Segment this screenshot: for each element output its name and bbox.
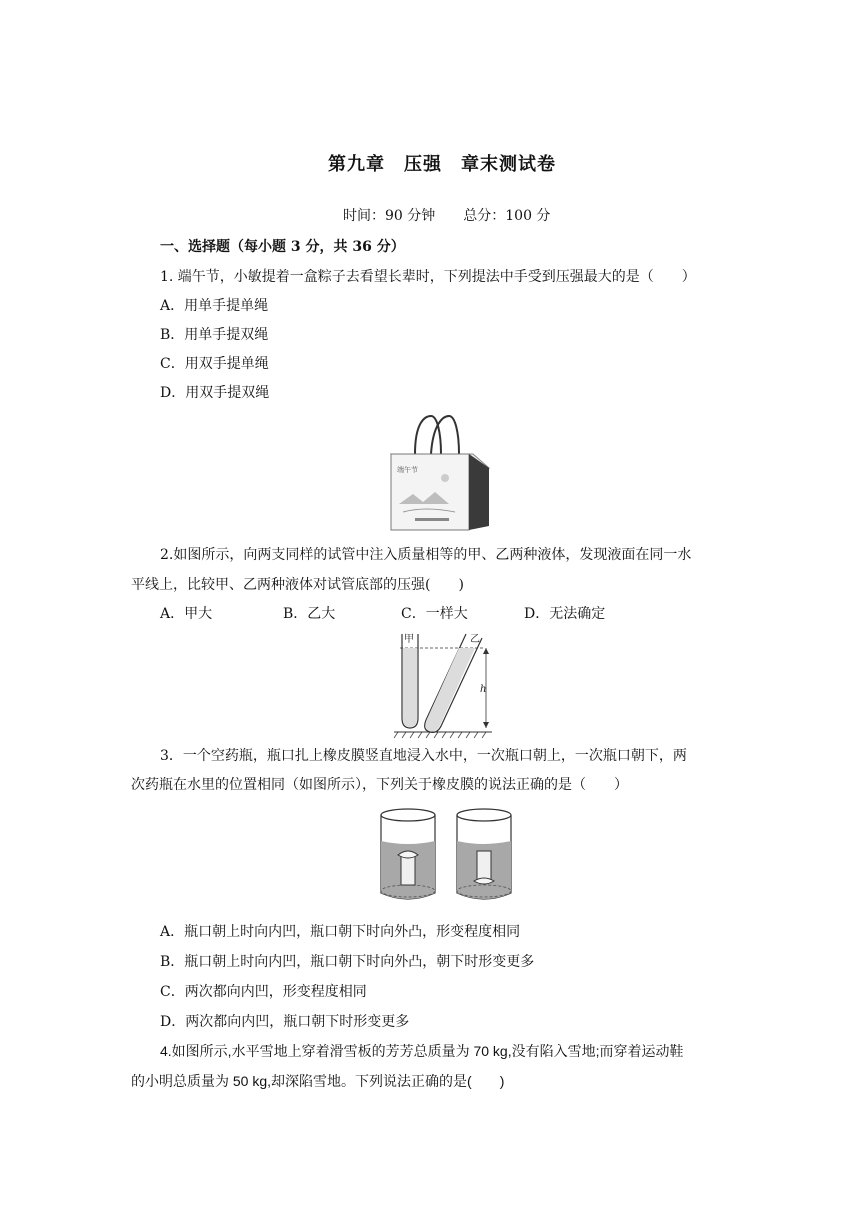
- q3-stem-line1: 3．一个空药瓶，瓶口扎上橡皮膜竖直地浸入水中，一次瓶口朝上，一次瓶口朝下，两: [160, 748, 687, 764]
- beaker-mouth-down: [457, 809, 511, 899]
- q2-stem-line1: 2.如图所示，向两支同样的试管中注入质量相等的甲、乙两种液体，发现液面在同一水: [160, 547, 692, 563]
- q4-stem-line2: 的小明总质量为 50 kg,却深陷雪地。下列说法正确的是( ): [131, 1073, 505, 1089]
- q3-stem-line2: 次药瓶在水里的位置相同（如图所示），下列关于橡皮膜的说法正确的是（ ）: [131, 777, 628, 793]
- q1-option-a: A．用单手提单绳: [160, 298, 269, 314]
- section-heading: 一、选择题（每小题 3 分，共 36 分）: [160, 239, 405, 255]
- q2-option-a: A．甲大: [160, 606, 213, 622]
- test-tubes-figure: [392, 630, 497, 740]
- page-title: 第九章 压强 章末测试卷: [328, 154, 556, 175]
- q1-option-c: C．用双手提单绳: [160, 356, 269, 372]
- beakers-figure: [377, 805, 519, 910]
- q3-option-b: B．瓶口朝上时向内凹，瓶口朝下时向外凸，朝下时形变更多: [160, 954, 535, 970]
- q2-option-c: C．一样大: [401, 606, 468, 622]
- q2-stem-line2: 平线上，比较甲、乙两种液体对试管底部的压强( ): [131, 577, 464, 593]
- q4-stem-line1: 4.如图所示,水平雪地上穿着滑雪板的芳芳总质量为 70 kg,没有陷入雪地;而穿着运动鞋: [160, 1043, 684, 1059]
- box-logo-text: 端午节: [397, 466, 418, 474]
- label-jia: 甲: [404, 634, 414, 645]
- q1-stem: 1. 端午节，小敏提着一盒粽子去看望长辈时，下列提法中手受到压强最大的是（ ）: [160, 269, 696, 285]
- q1-option-d: D．用双手提双绳: [160, 385, 270, 401]
- q1-option-b: B．用单手提双绳: [160, 327, 269, 343]
- q3-option-a: A．瓶口朝上时向内凹，瓶口朝下时向外凸，形变程度相同: [160, 924, 521, 940]
- q2-option-b: B．乙大: [283, 606, 336, 622]
- q3-option-c: C．两次都向内凹，形变程度相同: [160, 984, 367, 1000]
- beaker-mouth-up: [381, 809, 435, 899]
- label-h: h: [480, 684, 487, 695]
- q3-option-d: D．两次都向内凹，瓶口朝下时形变更多: [160, 1014, 410, 1030]
- label-yi: 乙: [470, 634, 480, 645]
- exam-time-info: 时间：90 分钟 总分：100 分: [343, 208, 551, 224]
- gift-box-figure: [385, 412, 495, 534]
- q2-option-d: D．无法确定: [524, 606, 606, 622]
